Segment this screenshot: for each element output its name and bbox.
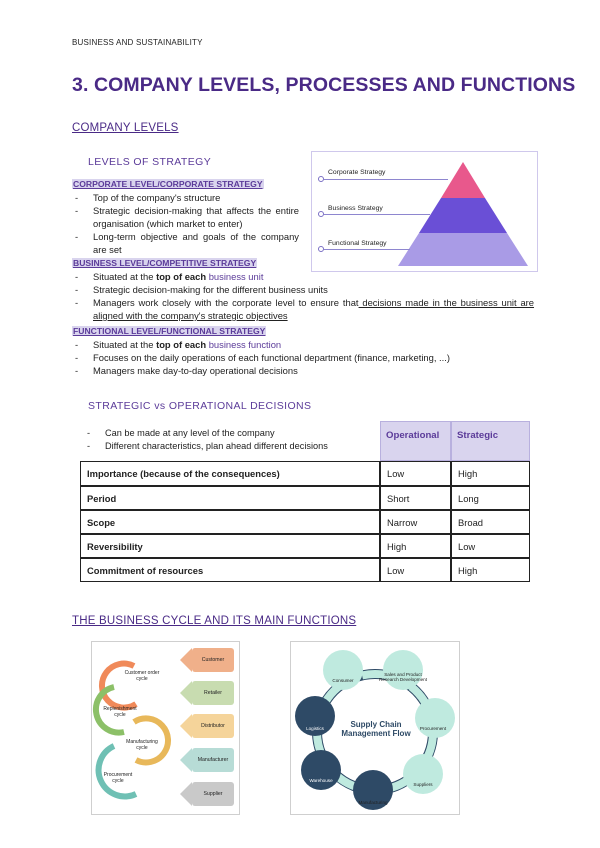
column-header-strategic: Strategic [451, 421, 530, 461]
list-item: - Strategic decision-making for the different business units [72, 283, 534, 296]
node-label: Consumer [332, 678, 354, 683]
strategy-pyramid-figure [311, 151, 538, 272]
emphasis: top of each [156, 339, 207, 350]
pyramid-label-corporate: Corporate Strategy [328, 169, 386, 176]
business-level-list [72, 270, 534, 322]
pyramid-label-functional: Functional Strategy [328, 240, 387, 247]
node-procurement [415, 698, 455, 738]
list-item: - Different characteristics, plan ahead different decisions [84, 440, 379, 453]
section-heading-company-levels: COMPANY LEVELS [72, 122, 179, 134]
list-item: - Strategic decision-making that affects the entire organisation (which market to enter) [72, 204, 299, 230]
pyramid-leader-line [324, 214, 430, 215]
list-item [72, 270, 534, 283]
corporate-level-title: CORPORATE LEVEL/CORPORATE STRATEGY [73, 179, 263, 189]
arrow-icon [180, 714, 192, 738]
table-cell: High [451, 461, 530, 486]
functional-level-title: FUNCTIONAL LEVEL/FUNCTIONAL STRATEGY [73, 326, 266, 336]
business-level-title: BUSINESS LEVEL/COMPETITIVE STRATEGY [73, 258, 257, 268]
table-row-label: Scope [80, 510, 380, 534]
text: Situated at the [93, 339, 157, 350]
pyramid-tier-corporate [441, 162, 485, 198]
functional-level-list [72, 338, 542, 377]
column-header-operational: Operational [380, 421, 451, 461]
section-heading-business-cycle: THE BUSINESS CYCLE AND ITS MAIN FUNCTIONS [72, 615, 357, 627]
table-row-label: Commitment of resources [80, 558, 380, 582]
running-header: BUSINESS AND SUSTAINABILITY [72, 38, 203, 47]
highlight: business function [206, 339, 282, 350]
table-cell: Low [380, 558, 451, 582]
highlight: business unit [206, 271, 264, 282]
table-cell: Long [451, 486, 530, 510]
list-item: - Top of the company's structure [72, 191, 299, 204]
node-consumer [323, 650, 363, 690]
node-label: Sales and Product Research Development [379, 672, 428, 682]
text: Managers work closely with the corporate level to ensure that [93, 297, 359, 308]
arrow-icon [180, 648, 192, 672]
table-cell: Broad [451, 510, 530, 534]
corporate-level-list [72, 191, 299, 256]
pyramid-tier-functional [398, 233, 528, 266]
list-item: - Focuses on the daily operations of each functional department (finance, marketing, ...) [72, 351, 542, 364]
list-item [72, 338, 542, 351]
node-label: Warehouse [309, 778, 333, 783]
table-cell: Short [380, 486, 451, 510]
pyramid-leader-line [324, 179, 448, 180]
supply-chain-figure [290, 641, 460, 815]
cycle-label: Manufacturing cycle [126, 739, 158, 751]
arrow-icon [180, 782, 192, 806]
node-warehouse [301, 750, 341, 790]
tag-supplier: Supplier [192, 782, 234, 806]
text: Situated at the [93, 271, 157, 282]
decisions-table [80, 421, 530, 581]
pyramid-tier-business [419, 198, 507, 233]
table-row-label: Period [80, 486, 380, 510]
levels-of-strategy-heading: LEVELS OF STRATEGY [88, 156, 212, 168]
node-label: Suppliers [413, 782, 433, 787]
arrow-icon [180, 681, 192, 705]
node-suppliers [403, 754, 443, 794]
table-cell: Low [451, 534, 530, 558]
node-sales-research [383, 650, 423, 690]
node-label: Procurement [419, 726, 447, 731]
tag-retailer: Retailer [192, 681, 234, 705]
page-title: 3. COMPANY LEVELS, PROCESSES AND FUNCTIONS [72, 74, 576, 96]
decisions-heading: STRATEGIC vs OPERATIONAL DECISIONS [88, 400, 312, 412]
cycle-label: Replenishment cycle [103, 706, 137, 718]
emphasis: top of each [156, 271, 207, 282]
list-item [72, 296, 534, 322]
table-row-label: Reversibility [80, 534, 380, 558]
node-label: Manufacturing [358, 800, 388, 805]
table-cell: Low [380, 461, 451, 486]
business-cycle-figure [91, 641, 240, 815]
table-cell: High [380, 534, 451, 558]
pyramid-label-business: Business Strategy [328, 205, 383, 212]
table-cell: High [451, 558, 530, 582]
table-row-label: Importance (because of the consequences) [80, 461, 380, 486]
table-cell: Narrow [380, 510, 451, 534]
supply-chain-center-title: Supply Chain Management Flow [341, 720, 411, 738]
tag-customer: Customer [192, 648, 234, 672]
list-item: - Can be made at any level of the company [84, 427, 379, 440]
list-item: - Long-term objective and goals of the company are set [72, 230, 299, 256]
cycle-label: Procurement cycle [103, 772, 133, 784]
pyramid-leader-line [324, 249, 410, 250]
arrow-icon [180, 748, 192, 772]
tag-distributor: Distributor [192, 714, 234, 738]
tag-manufacturer: Manufacturer [192, 748, 234, 772]
list-item: - Managers make day-to-day operational decisions [72, 364, 542, 377]
cycle-label: Customer order cycle [124, 670, 160, 682]
underlined-text: decisions made in the business unit are aligned with the company's strategic objectives [93, 297, 535, 321]
node-label: Logistics [306, 726, 324, 731]
